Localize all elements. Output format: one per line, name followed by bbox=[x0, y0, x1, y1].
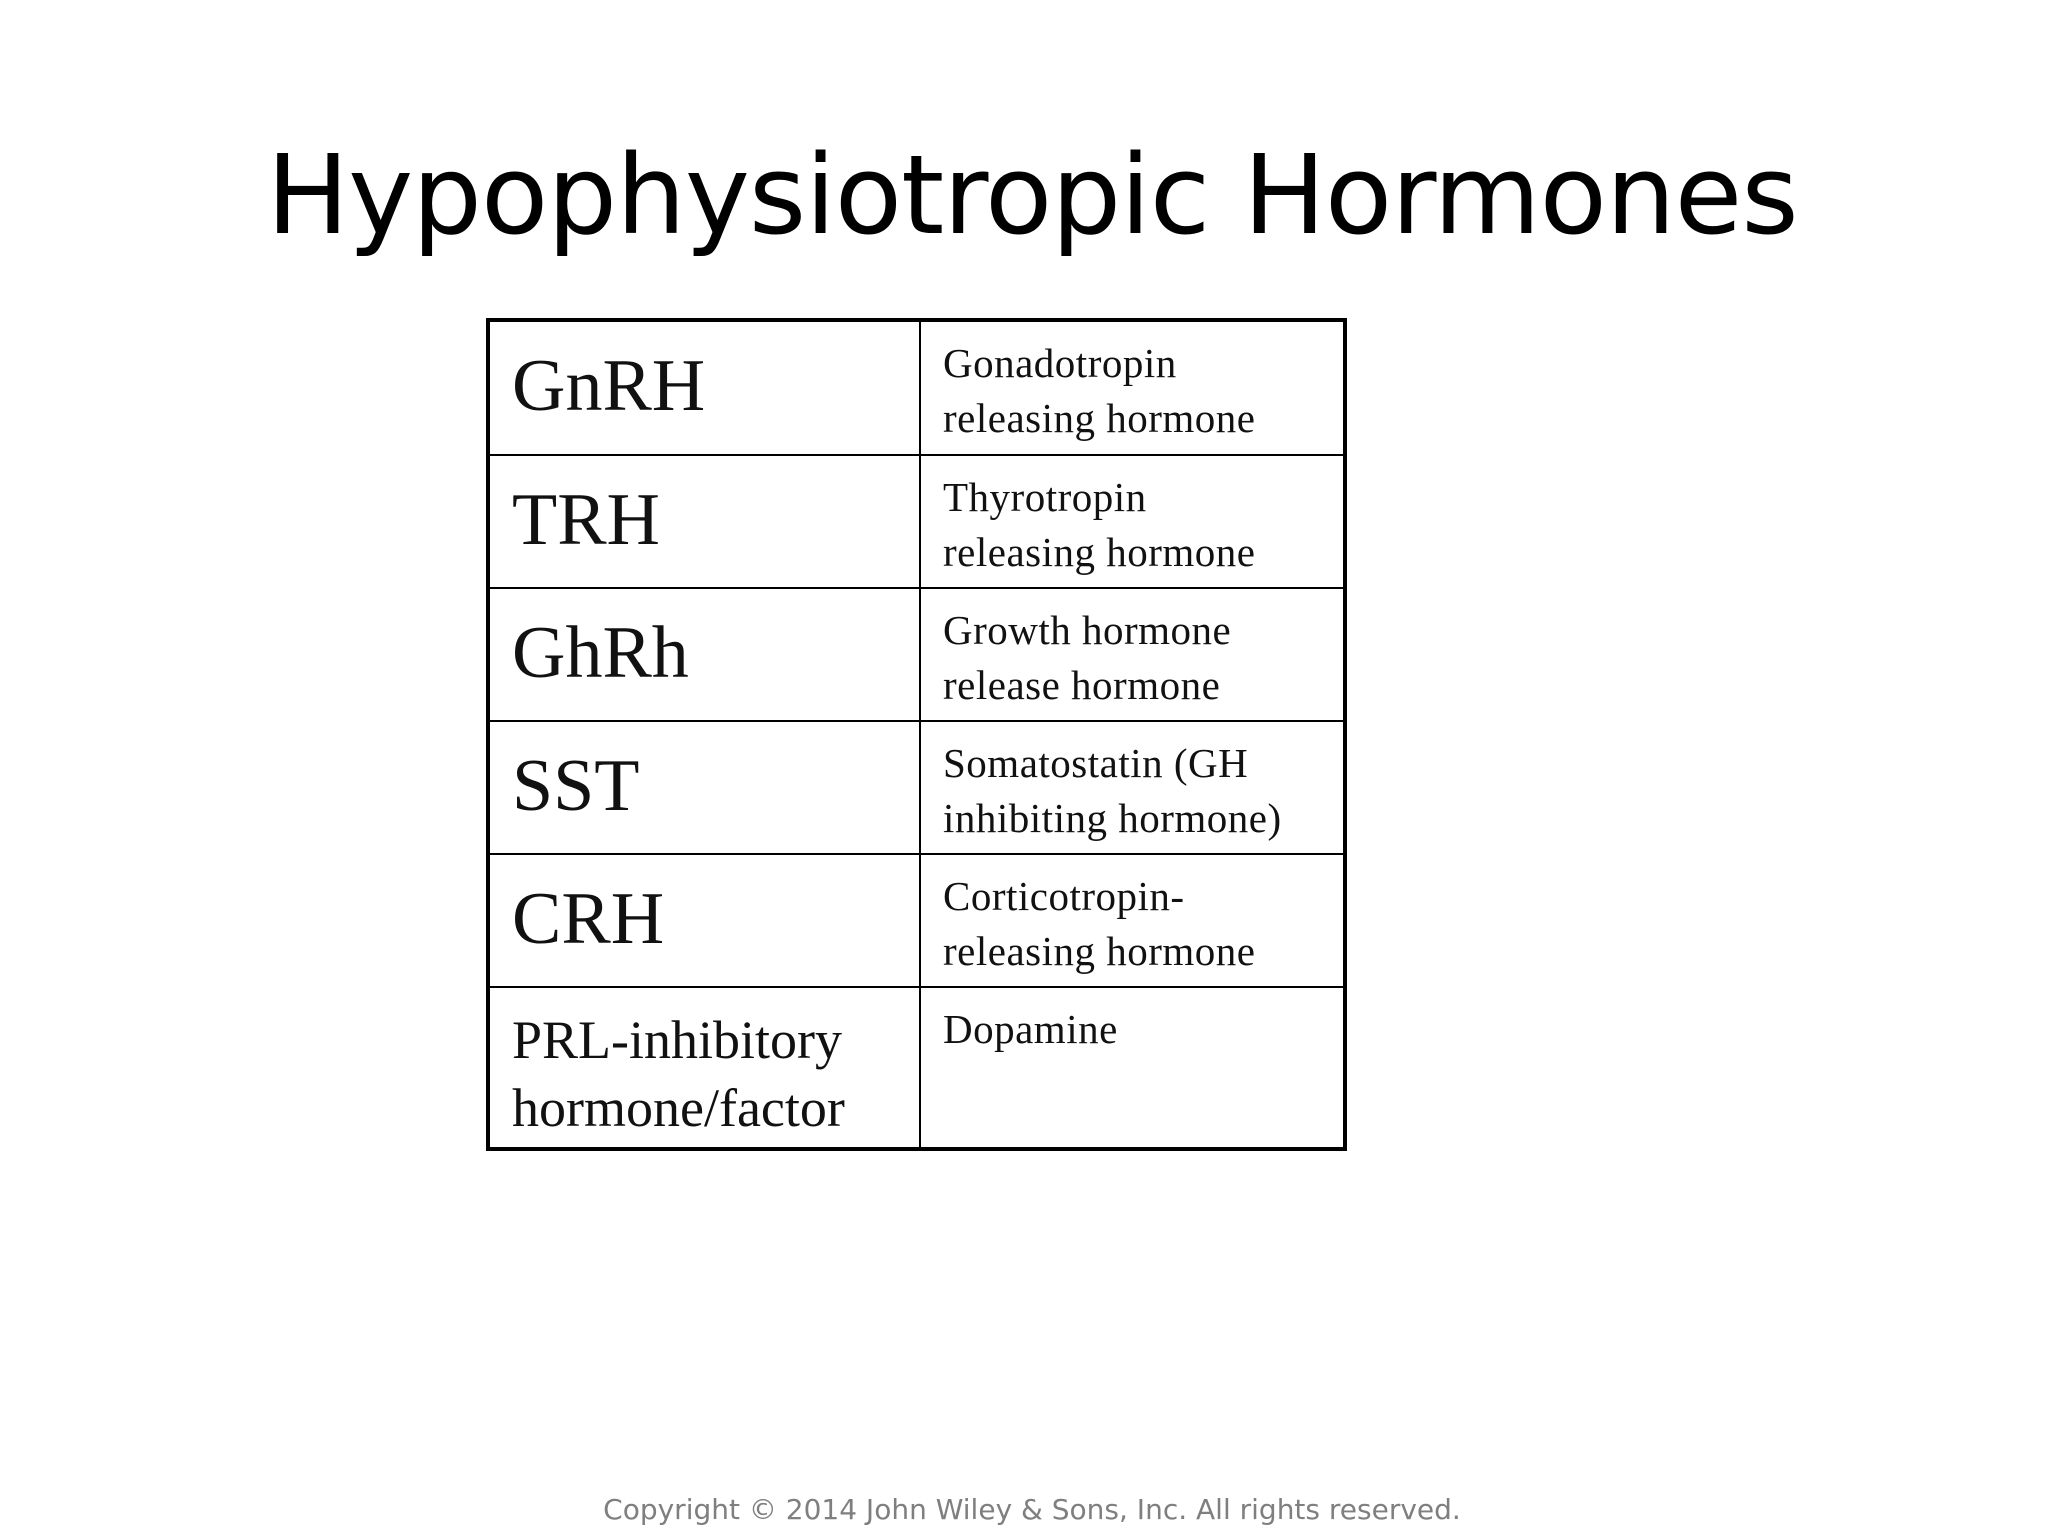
full-name-cell bbox=[920, 455, 1343, 588]
table-row bbox=[490, 854, 1343, 987]
full-name-text: Corticotropin- releasing hormone bbox=[943, 873, 1256, 974]
abbreviation-cell bbox=[490, 854, 920, 987]
abbreviation-cell bbox=[490, 322, 920, 455]
full-name-cell bbox=[920, 987, 1343, 1147]
abbreviation-text: PRL-inhibitory hormone/factor bbox=[512, 1010, 845, 1138]
abbreviation-cell bbox=[490, 588, 920, 721]
hormone-table-frame bbox=[486, 318, 1347, 1151]
table-row bbox=[490, 588, 1343, 721]
abbreviation-text: GnRH bbox=[512, 345, 706, 427]
hormone-table bbox=[490, 322, 1343, 1147]
abbreviation-cell bbox=[490, 987, 920, 1147]
full-name-text: Gonadotropin releasing hormone bbox=[943, 340, 1256, 441]
abbreviation-text: SST bbox=[512, 745, 640, 827]
full-name-cell bbox=[920, 854, 1343, 987]
full-name-text: Thyrotropin releasing hormone bbox=[943, 474, 1256, 575]
full-name-cell bbox=[920, 721, 1343, 854]
full-name-text: Dopamine bbox=[943, 1006, 1118, 1052]
abbreviation-text: GhRh bbox=[512, 612, 689, 694]
full-name-text: Somatostatin (GH inhibiting hormone) bbox=[943, 740, 1282, 841]
full-name-text: Growth hormone release hormone bbox=[943, 607, 1232, 708]
full-name-cell bbox=[920, 588, 1343, 721]
slide-title: Hypophysiotropic Hormones bbox=[266, 131, 1798, 259]
full-name-cell bbox=[920, 322, 1343, 455]
abbreviation-cell bbox=[490, 455, 920, 588]
table-row bbox=[490, 721, 1343, 854]
abbreviation-text: TRH bbox=[512, 479, 660, 561]
copyright-notice: Copyright © 2014 John Wiley & Sons, Inc. All rights reserved. bbox=[603, 1493, 1461, 1526]
table-row bbox=[490, 322, 1343, 455]
abbreviation-text: CRH bbox=[512, 878, 665, 960]
table-row bbox=[490, 987, 1343, 1147]
abbreviation-cell bbox=[490, 721, 920, 854]
table-row bbox=[490, 455, 1343, 588]
